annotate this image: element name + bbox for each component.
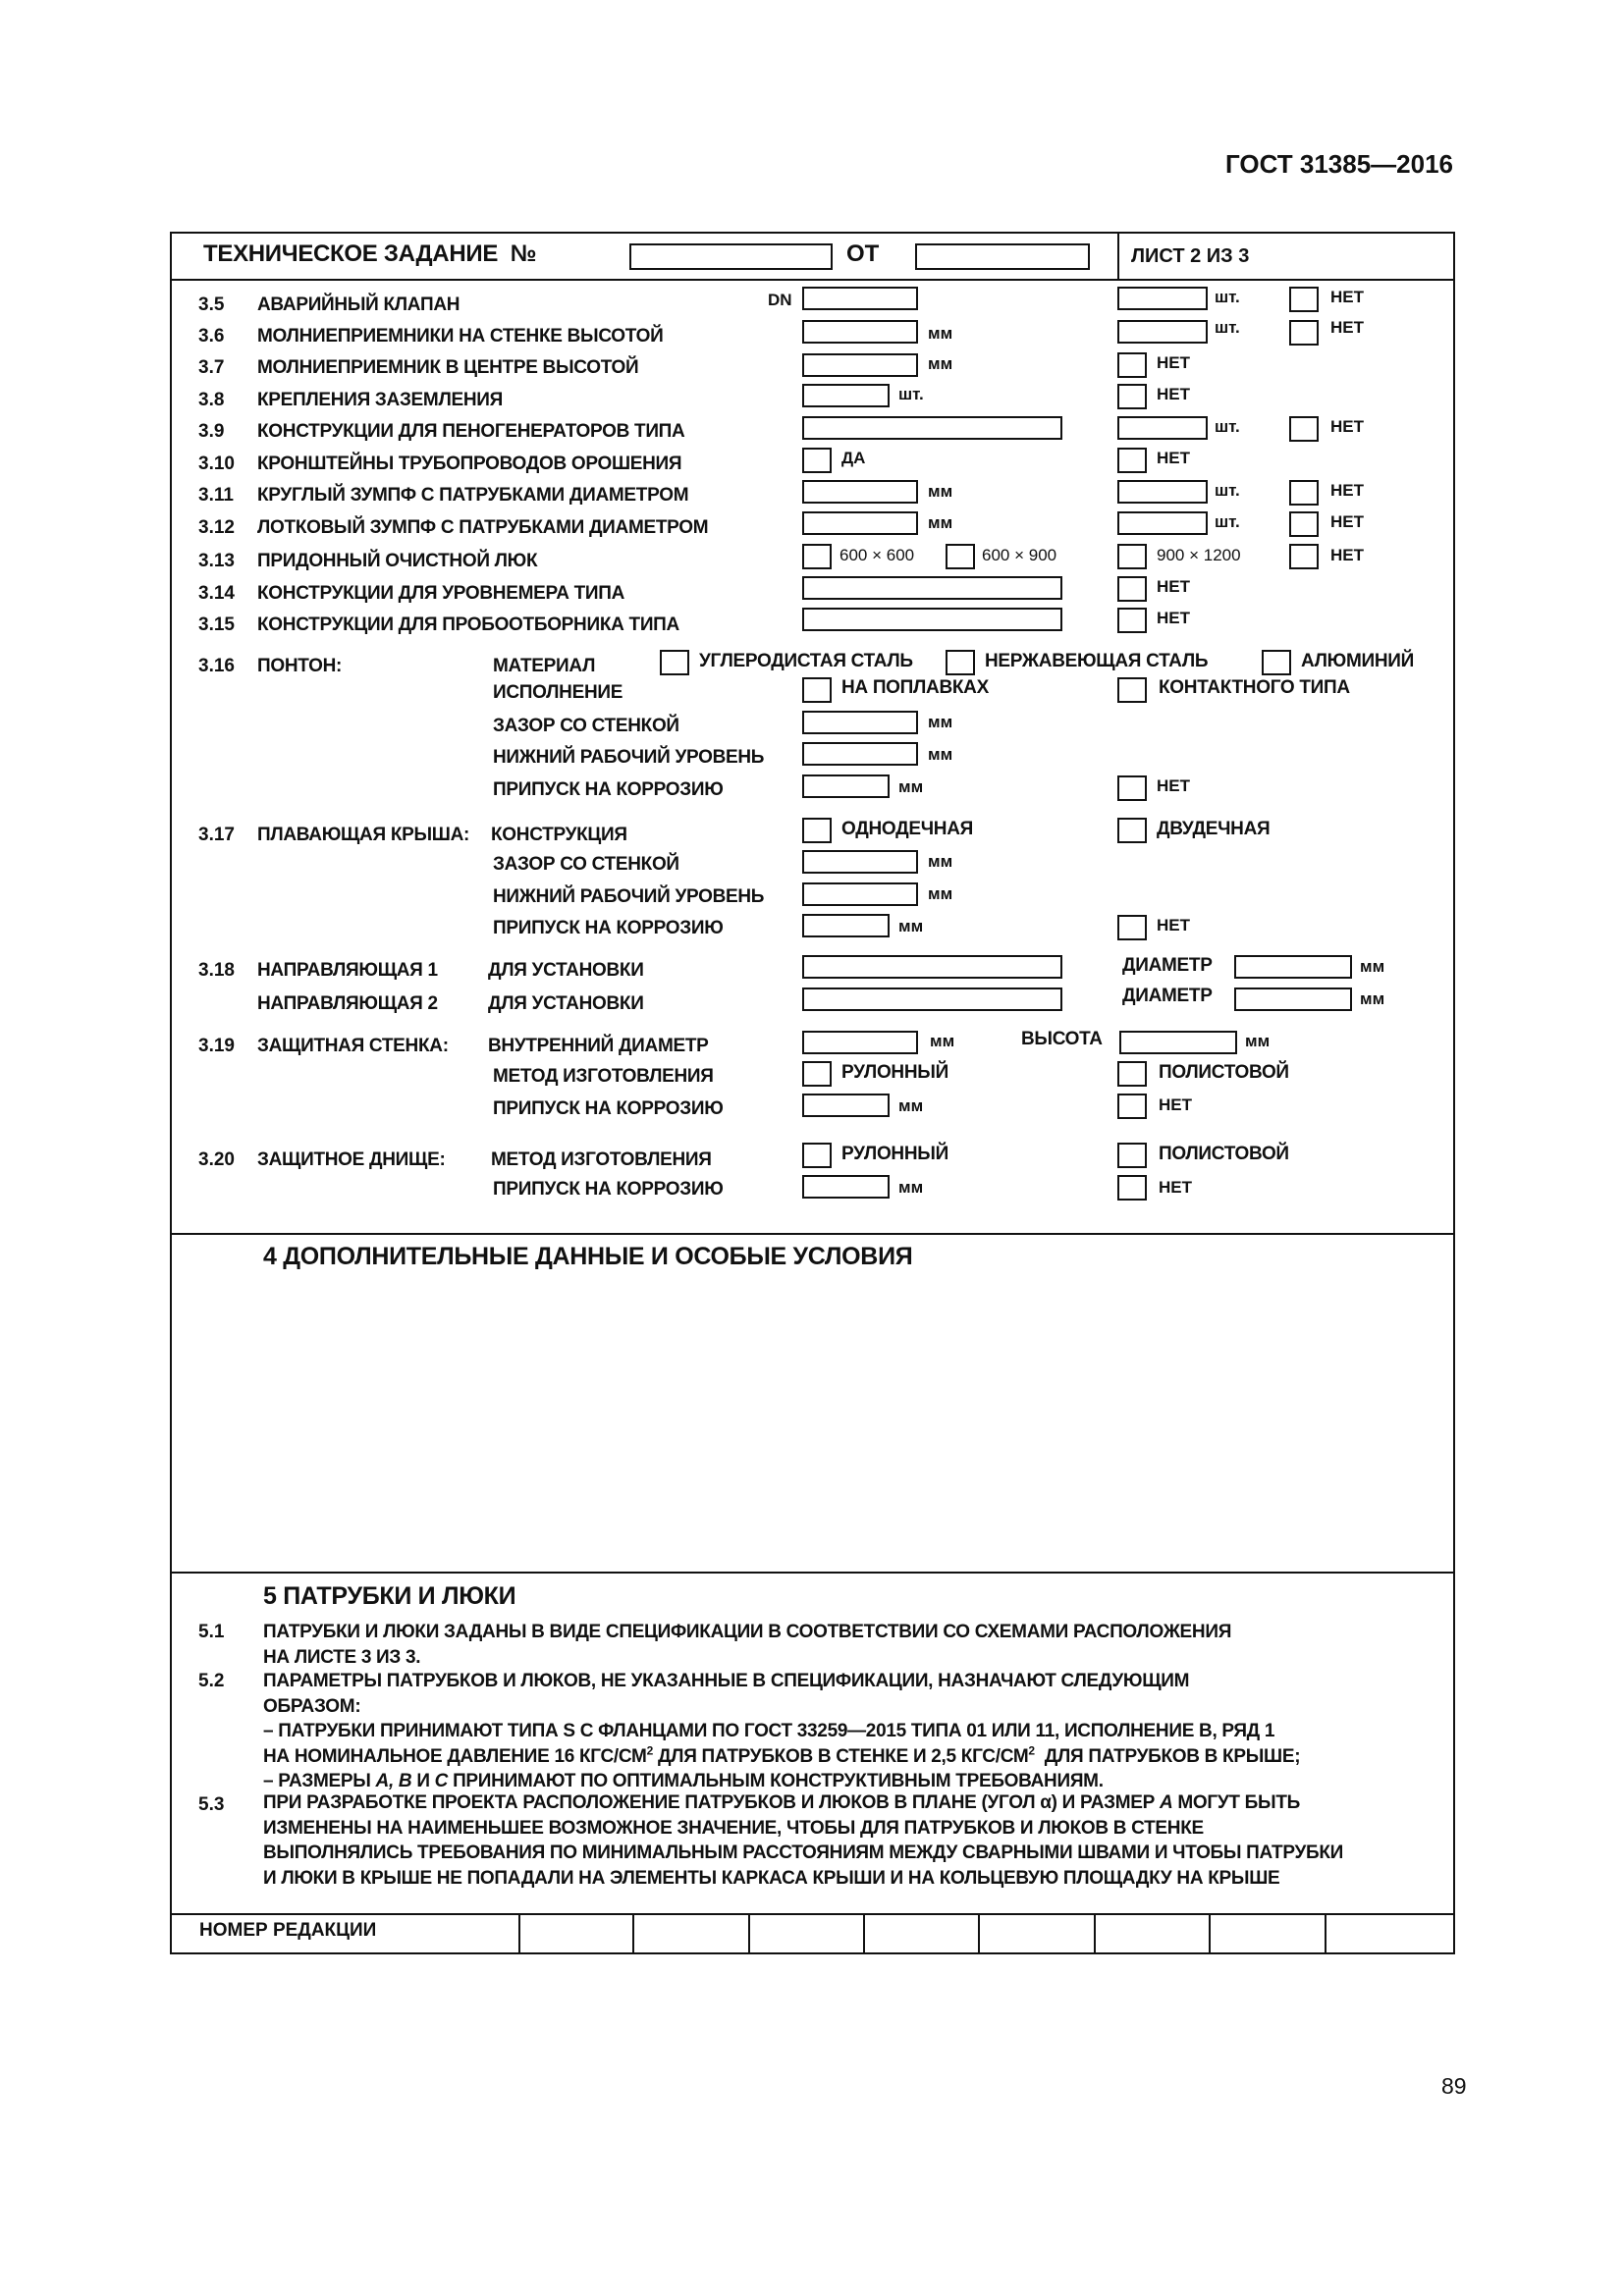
revision-cell-divider [1209, 1913, 1211, 1954]
pontoon-aluminium-checkbox[interactable] [1262, 650, 1291, 675]
sheet-label: ЛИСТ 2 ИЗ 3 [1131, 245, 1250, 267]
paragraph-line [263, 1790, 1343, 1816]
hatch-600x900-checkbox[interactable] [946, 544, 975, 569]
item-number: 3.19 [198, 1036, 235, 1056]
hatch-600x600-label: 600 × 600 [839, 546, 915, 564]
paragraph-line: ИЗМЕНЕНЫ НА НАИМЕНЬШЕЕ ВОЗМОЖНОЕ ЗНАЧЕНИЕ, ЧТОБЫ ДЛЯ ПАТРУБКОВ И ЛЮКОВ В СТЕНКЕ [263, 1817, 1204, 1839]
item-label: МОЛНИЕПРИЕМНИКИ НА СТЕНКЕ ВЫСОТОЙ [257, 326, 664, 347]
text-span: МОГУТ БЫТЬ [1172, 1792, 1301, 1813]
pontoon-stainless-label: НЕРЖАВЕЮЩАЯ СТАЛЬ [985, 651, 1209, 671]
round-sump-qty-field[interactable] [1117, 480, 1208, 504]
tray-sump-diameter-field[interactable] [802, 511, 918, 535]
revision-cell-divider [978, 1913, 980, 1954]
guide1-install-field[interactable] [802, 955, 1062, 979]
grounding-qty-field[interactable] [802, 384, 890, 407]
text-span: НА НОМИНАЛЬНОЕ ДАВЛЕНИЕ 16 КГС/СМ [263, 1745, 647, 1767]
mm-unit: мм [928, 513, 953, 532]
guide2-diameter-field[interactable] [1234, 988, 1352, 1011]
wall-sheet-label: ПОЛИСТОВОЙ [1159, 1062, 1289, 1083]
text-span: ДЛЯ ПАТРУБКОВ В СТЕНКЕ И 2,5 КГС/СМ [652, 1745, 1029, 1767]
page-number: 89 [1441, 2073, 1467, 2099]
wall-height-label: ВЫСОТА [1021, 1029, 1103, 1049]
center-rod-height-field[interactable] [802, 353, 918, 377]
mm-unit: мм [898, 1178, 924, 1197]
wall-inner-diameter-label: ВНУТРЕННИЙ ДИАМЕТР [488, 1036, 709, 1056]
bottom-corrosion-no-checkbox[interactable] [1117, 1175, 1147, 1201]
bottom-sheet-label: ПОЛИСТОВОЙ [1159, 1144, 1289, 1164]
header-sheet-divider [1117, 232, 1119, 279]
pontoon-lower-level-field[interactable] [802, 742, 918, 766]
no-label: НЕТ [1330, 417, 1364, 436]
hatch-600x900-label: 600 × 900 [982, 546, 1057, 564]
italic-span: C [434, 1771, 449, 1791]
round-sump-no-checkbox[interactable] [1289, 480, 1319, 506]
revision-cell-divider [863, 1913, 865, 1954]
level-gauge-type-field[interactable] [802, 576, 1062, 600]
standard-designation: ГОСТ 31385—2016 [1225, 149, 1453, 179]
sprinkler-yes-checkbox[interactable] [802, 448, 832, 473]
wall-corrosion-no-checkbox[interactable] [1117, 1094, 1147, 1119]
paragraph-line: – ПАТРУБКИ ПРИНИМАЮТ ТИПА S С ФЛАНЦАМИ ПО ГОСТ 33259—2015 ТИПА 01 ИЛИ 11, ИСПОЛНЕНИЕ В, РЯД 1 [263, 1721, 1275, 1741]
mm-unit: мм [898, 917, 924, 935]
pontoon-floats-label: НА ПОПЛАВКАХ [841, 677, 989, 698]
item-label: МОЛНИЕПРИЕМНИК В ЦЕНТРЕ ВЫСОТОЙ [257, 357, 639, 378]
text-span: ПРИ РАЗРАБОТКЕ ПРОЕКТА РАСПОЛОЖЕНИЕ ПАТРУБКОВ И ЛЮКОВ В ПЛАНЕ (УГОЛ α) И РАЗМЕР [263, 1792, 1160, 1813]
no-label: НЕТ [1157, 353, 1190, 372]
guide1-label: НАПРАВЛЯЮЩАЯ 1 [257, 960, 438, 981]
item-label: КОНСТРУКЦИИ ДЛЯ ПЕНОГЕНЕРАТОРОВ ТИПА [257, 421, 685, 442]
wall-method-label: МЕТОД ИЗГОТОВЛЕНИЯ [493, 1066, 714, 1087]
wall-rod-qty-field[interactable] [1117, 320, 1208, 344]
no-label: НЕТ [1330, 512, 1364, 531]
item-number: 3.9 [198, 421, 225, 442]
item-number: 3.11 [198, 485, 234, 506]
pontoon-label: ПОНТОН: [257, 656, 343, 676]
revision-label: НОМЕР РЕДАКЦИИ [199, 1920, 377, 1941]
wall-corrosion-field[interactable] [802, 1094, 890, 1117]
no-label: НЕТ [1157, 449, 1190, 467]
item-label: КОНСТРУКЦИИ ДЛЯ УРОВНЕМЕРА ТИПА [257, 583, 625, 604]
roof-gap-field[interactable] [802, 850, 918, 874]
mm-unit: мм [928, 884, 953, 903]
bottom-corrosion-label: ПРИПУСК НА КОРРОЗИЮ [493, 1179, 724, 1200]
pontoon-contact-label: КОНТАКТНОГО ТИПА [1159, 677, 1350, 698]
no-label: НЕТ [1159, 1095, 1192, 1114]
roof-corrosion-no-checkbox[interactable] [1117, 915, 1147, 940]
roof-corrosion-label: ПРИПУСК НА КОРРОЗИЮ [493, 918, 724, 938]
paragraph-number: 5.2 [198, 1671, 225, 1691]
guide2-install-field[interactable] [802, 988, 1062, 1011]
wall-corrosion-label: ПРИПУСК НА КОРРОЗИЮ [493, 1098, 724, 1119]
pontoon-lower-level-label: НИЖНИЙ РАБОЧИЙ УРОВЕНЬ [493, 747, 765, 768]
mm-unit: мм [928, 482, 953, 501]
item-label: КРУГЛЫЙ ЗУМПФ С ПАТРУБКАМИ ДИАМЕТРОМ [257, 485, 689, 506]
wall-roll-label: РУЛОННЫЙ [841, 1062, 948, 1083]
item-label: КОНСТРУКЦИИ ДЛЯ ПРОБООТБОРНИКА ТИПА [257, 614, 679, 635]
item-label: КРОНШТЕЙНЫ ТРУБОПРОВОДОВ ОРОШЕНИЯ [257, 454, 682, 474]
no-label: НЕТ [1157, 577, 1190, 596]
no-label: НЕТ [1157, 776, 1190, 795]
pontoon-corrosion-no-checkbox[interactable] [1117, 775, 1147, 801]
additional-data-area[interactable] [196, 1281, 1434, 1561]
guide2-diameter-label: ДИАМЕТР [1122, 986, 1213, 1006]
pcs-unit: шт. [1215, 288, 1240, 306]
sampler-type-field[interactable] [802, 608, 1062, 631]
item-number: 3.12 [198, 517, 235, 538]
mm-unit: мм [930, 1032, 955, 1050]
section5-title: 5 ПАТРУБКИ И ЛЮКИ [263, 1582, 516, 1610]
bottom-label: ЗАЩИТНОЕ ДНИЩЕ: [257, 1149, 446, 1170]
roof-lower-level-field[interactable] [802, 882, 918, 906]
item-number: 3.8 [198, 390, 225, 410]
pontoon-floats-checkbox[interactable] [802, 677, 832, 703]
item-number: 3.20 [198, 1149, 235, 1170]
paragraph-line: ПАРАМЕТРЫ ПАТРУБКОВ И ЛЮКОВ, НЕ УКАЗАННЫЕ В СПЕЦИФИКАЦИИ, НАЗНАЧАЮТ СЛЕДУЮЩИМ [263, 1671, 1190, 1691]
text-span: – РАЗМЕРЫ [263, 1771, 376, 1791]
item-number: 3.18 [198, 960, 235, 981]
wall-label: ЗАЩИТНАЯ СТЕНКА: [257, 1036, 449, 1056]
sampler-no-checkbox[interactable] [1117, 608, 1147, 633]
revision-cell-divider [1094, 1913, 1096, 1954]
hatch-no-checkbox[interactable] [1289, 544, 1319, 569]
hatch-600x600-checkbox[interactable] [802, 544, 832, 569]
item-label: АВАРИЙНЫЙ КЛАПАН [257, 294, 460, 315]
tray-sump-qty-field[interactable] [1117, 511, 1208, 535]
item-label: ПРИДОННЫЙ ОЧИСТНОЙ ЛЮК [257, 551, 538, 571]
pontoon-stainless-checkbox[interactable] [946, 650, 975, 675]
no-label: НЕТ [1157, 916, 1190, 934]
paragraph-line: ПАТРУБКИ И ЛЮКИ ЗАДАНЫ В ВИДЕ СПЕЦИФИКАЦИИ В СООТВЕТСТВИИ СО СХЕМАМИ РАСПОЛОЖЕНИЯ [263, 1622, 1232, 1642]
no-label: НЕТ [1157, 609, 1190, 627]
bottom-roll-checkbox[interactable] [802, 1143, 832, 1168]
item-label: ЛОТКОВЫЙ ЗУМПФ С ПАТРУБКАМИ ДИАМЕТРОМ [257, 517, 709, 538]
round-sump-diameter-field[interactable] [802, 480, 918, 504]
pontoon-gap-label: ЗАЗОР СО СТЕНКОЙ [493, 716, 679, 736]
section5-divider [170, 1572, 1453, 1574]
paragraph-line: И ЛЮКИ В КРЫШЕ НЕ ПОПАДАЛИ НА ЭЛЕМЕНТЫ КАРКАСА КРЫШИ И НА КОЛЬЦЕВУЮ ПЛОЩАДКУ НА КРЫШЕ [263, 1867, 1280, 1889]
no-label: НЕТ [1330, 481, 1364, 500]
date-field[interactable] [915, 243, 1090, 270]
superscript: 2 [646, 1743, 653, 1758]
valve-no-checkbox[interactable] [1289, 287, 1319, 312]
valve-dn-field[interactable] [802, 287, 918, 310]
item-number: 3.5 [198, 294, 225, 315]
item-number: 3.14 [198, 583, 235, 604]
header-divider [170, 279, 1453, 281]
wall-roll-checkbox[interactable] [802, 1061, 832, 1087]
bottom-sheet-checkbox[interactable] [1117, 1143, 1147, 1168]
no-label: НЕТ [1330, 288, 1364, 306]
mm-unit: мм [1360, 989, 1385, 1008]
roof-single-label: ОДНОДЕЧНАЯ [841, 819, 973, 839]
guide2-install-label: ДЛЯ УСТАНОВКИ [488, 993, 644, 1014]
foam-type-field[interactable] [802, 416, 1062, 440]
mm-unit: мм [1360, 957, 1385, 976]
item-number: 3.17 [198, 825, 235, 845]
guide1-diameter-field[interactable] [1234, 955, 1352, 979]
pontoon-execution-label: ИСПОЛНЕНИЕ [493, 682, 623, 703]
paragraph-5-1 [263, 1620, 1231, 1670]
section4-divider [170, 1233, 1453, 1235]
wall-sheet-checkbox[interactable] [1117, 1061, 1147, 1087]
no-label: НЕТ [1157, 385, 1190, 403]
wall-inner-diameter-field[interactable] [802, 1031, 918, 1054]
item-number: 3.7 [198, 357, 225, 378]
roof-corrosion-field[interactable] [802, 914, 890, 937]
hatch-900x1200-checkbox[interactable] [1117, 544, 1147, 569]
roof-double-checkbox[interactable] [1117, 818, 1147, 843]
item-number: 3.15 [198, 614, 235, 635]
mm-unit: мм [928, 713, 953, 731]
roof-single-checkbox[interactable] [802, 818, 832, 843]
roof-lower-level-label: НИЖНИЙ РАБОЧИЙ УРОВЕНЬ [493, 886, 765, 907]
paragraph-number: 5.1 [198, 1622, 225, 1642]
text-span: ПРИНИМАЮТ ПО ОПТИМАЛЬНЫМ КОНСТРУКТИВНЫМ ТРЕБОВАНИЯМ. [448, 1771, 1104, 1791]
item-number: 3.13 [198, 551, 235, 571]
revision-cell-divider [632, 1913, 634, 1954]
pcs-unit: шт. [1215, 417, 1240, 436]
no-label: НЕТ [1159, 1178, 1192, 1197]
pontoon-aluminium-label: АЛЮМИНИЙ [1301, 651, 1414, 671]
revision-cell-divider [748, 1913, 750, 1954]
paragraph-5-3 [263, 1790, 1343, 1891]
section4-title: 4 ДОПОЛНИТЕЛЬНЫЕ ДАННЫЕ И ОСОБЫЕ УСЛОВИЯ [263, 1243, 913, 1270]
mm-unit: мм [928, 852, 953, 871]
mm-unit: мм [928, 745, 953, 764]
pontoon-corrosion-field[interactable] [802, 774, 890, 798]
paragraph-line [263, 1744, 1300, 1770]
pcs-unit: шт. [1215, 481, 1240, 500]
pontoon-contact-checkbox[interactable] [1117, 677, 1147, 703]
bottom-method-label: МЕТОД ИЗГОТОВЛЕНИЯ [491, 1149, 712, 1170]
task-number-field[interactable] [629, 243, 833, 270]
paragraph-line: ВЫПОЛНЯЛИСЬ ТРЕБОВАНИЯ ПО МИНИМАЛЬНЫМ РАССТОЯНИЯМ МЕЖДУ СВАРНЫМИ ШВАМИ И ЧТОБЫ ПАТРУБКИ [263, 1842, 1343, 1863]
foam-no-checkbox[interactable] [1289, 416, 1319, 442]
wall-rod-height-field[interactable] [802, 320, 918, 344]
mm-unit: мм [1245, 1032, 1271, 1050]
from-label: ОТ [846, 240, 880, 267]
roof-label: ПЛАВАЮЩАЯ КРЫША: [257, 825, 470, 845]
form-title: ТЕХНИЧЕСКОЕ ЗАДАНИЕ № [203, 240, 537, 267]
pcs-unit: шт. [1215, 512, 1240, 531]
revision-cell-divider [1325, 1913, 1326, 1954]
level-gauge-no-checkbox[interactable] [1117, 576, 1147, 602]
item-label: КРЕПЛЕНИЯ ЗАЗЕМЛЕНИЯ [257, 390, 503, 410]
paragraph-line: НА ЛИСТЕ 3 ИЗ 3. [263, 1646, 421, 1668]
revision-divider [170, 1913, 1453, 1915]
paragraph-5-2 [263, 1669, 1300, 1794]
no-label: НЕТ [1330, 546, 1364, 564]
superscript: 2 [1028, 1743, 1035, 1758]
bottom-roll-label: РУЛОННЫЙ [841, 1144, 948, 1164]
pontoon-carbon-checkbox[interactable] [660, 650, 689, 675]
wall-rod-no-checkbox[interactable] [1289, 320, 1319, 346]
sprinkler-no-checkbox[interactable] [1117, 448, 1147, 473]
no-label: НЕТ [1330, 318, 1364, 337]
wall-height-field[interactable] [1119, 1031, 1237, 1054]
valve-qty-field[interactable] [1117, 287, 1208, 310]
foam-qty-field[interactable] [1117, 416, 1208, 440]
tray-sump-no-checkbox[interactable] [1289, 511, 1319, 537]
text-span: ДЛЯ ПАТРУБКОВ В КРЫШЕ; [1034, 1745, 1301, 1767]
guide2-label: НАПРАВЛЯЮЩАЯ 2 [257, 993, 438, 1014]
italic-span: A, B [375, 1771, 412, 1791]
item-number: 3.10 [198, 454, 235, 474]
mm-unit: мм [898, 777, 924, 796]
pontoon-gap-field[interactable] [802, 711, 918, 734]
grounding-no-checkbox[interactable] [1117, 384, 1147, 409]
pontoon-corrosion-label: ПРИПУСК НА КОРРОЗИЮ [493, 779, 724, 800]
paragraph-number: 5.3 [198, 1794, 225, 1815]
mm-unit: мм [898, 1096, 924, 1115]
roof-double-label: ДВУДЕЧНАЯ [1157, 819, 1271, 839]
paragraph-line: ОБРАЗОМ: [263, 1695, 361, 1717]
hatch-900x1200-label: 900 × 1200 [1157, 546, 1241, 564]
guide1-diameter-label: ДИАМЕТР [1122, 955, 1213, 976]
mm-unit: мм [928, 324, 953, 343]
roof-design-label: КОНСТРУКЦИЯ [491, 825, 627, 845]
item-number: 3.16 [198, 656, 235, 676]
text-span: И [411, 1771, 435, 1791]
roof-gap-label: ЗАЗОР СО СТЕНКОЙ [493, 854, 679, 875]
dn-label: DN [768, 291, 792, 309]
italic-span: A [1160, 1792, 1173, 1813]
pontoon-material-label: МАТЕРИАЛ [493, 656, 596, 676]
pontoon-carbon-label: УГЛЕРОДИСТАЯ СТАЛЬ [699, 651, 913, 671]
revision-cell-divider [518, 1913, 520, 1954]
guide1-install-label: ДЛЯ УСТАНОВКИ [488, 960, 644, 981]
yes-label: ДА [841, 449, 866, 467]
pcs-unit: шт. [1215, 318, 1240, 337]
pcs-unit: шт. [898, 385, 924, 403]
center-rod-no-checkbox[interactable] [1117, 352, 1147, 378]
mm-unit: мм [928, 354, 953, 373]
item-number: 3.6 [198, 326, 225, 347]
bottom-corrosion-field[interactable] [802, 1175, 890, 1199]
